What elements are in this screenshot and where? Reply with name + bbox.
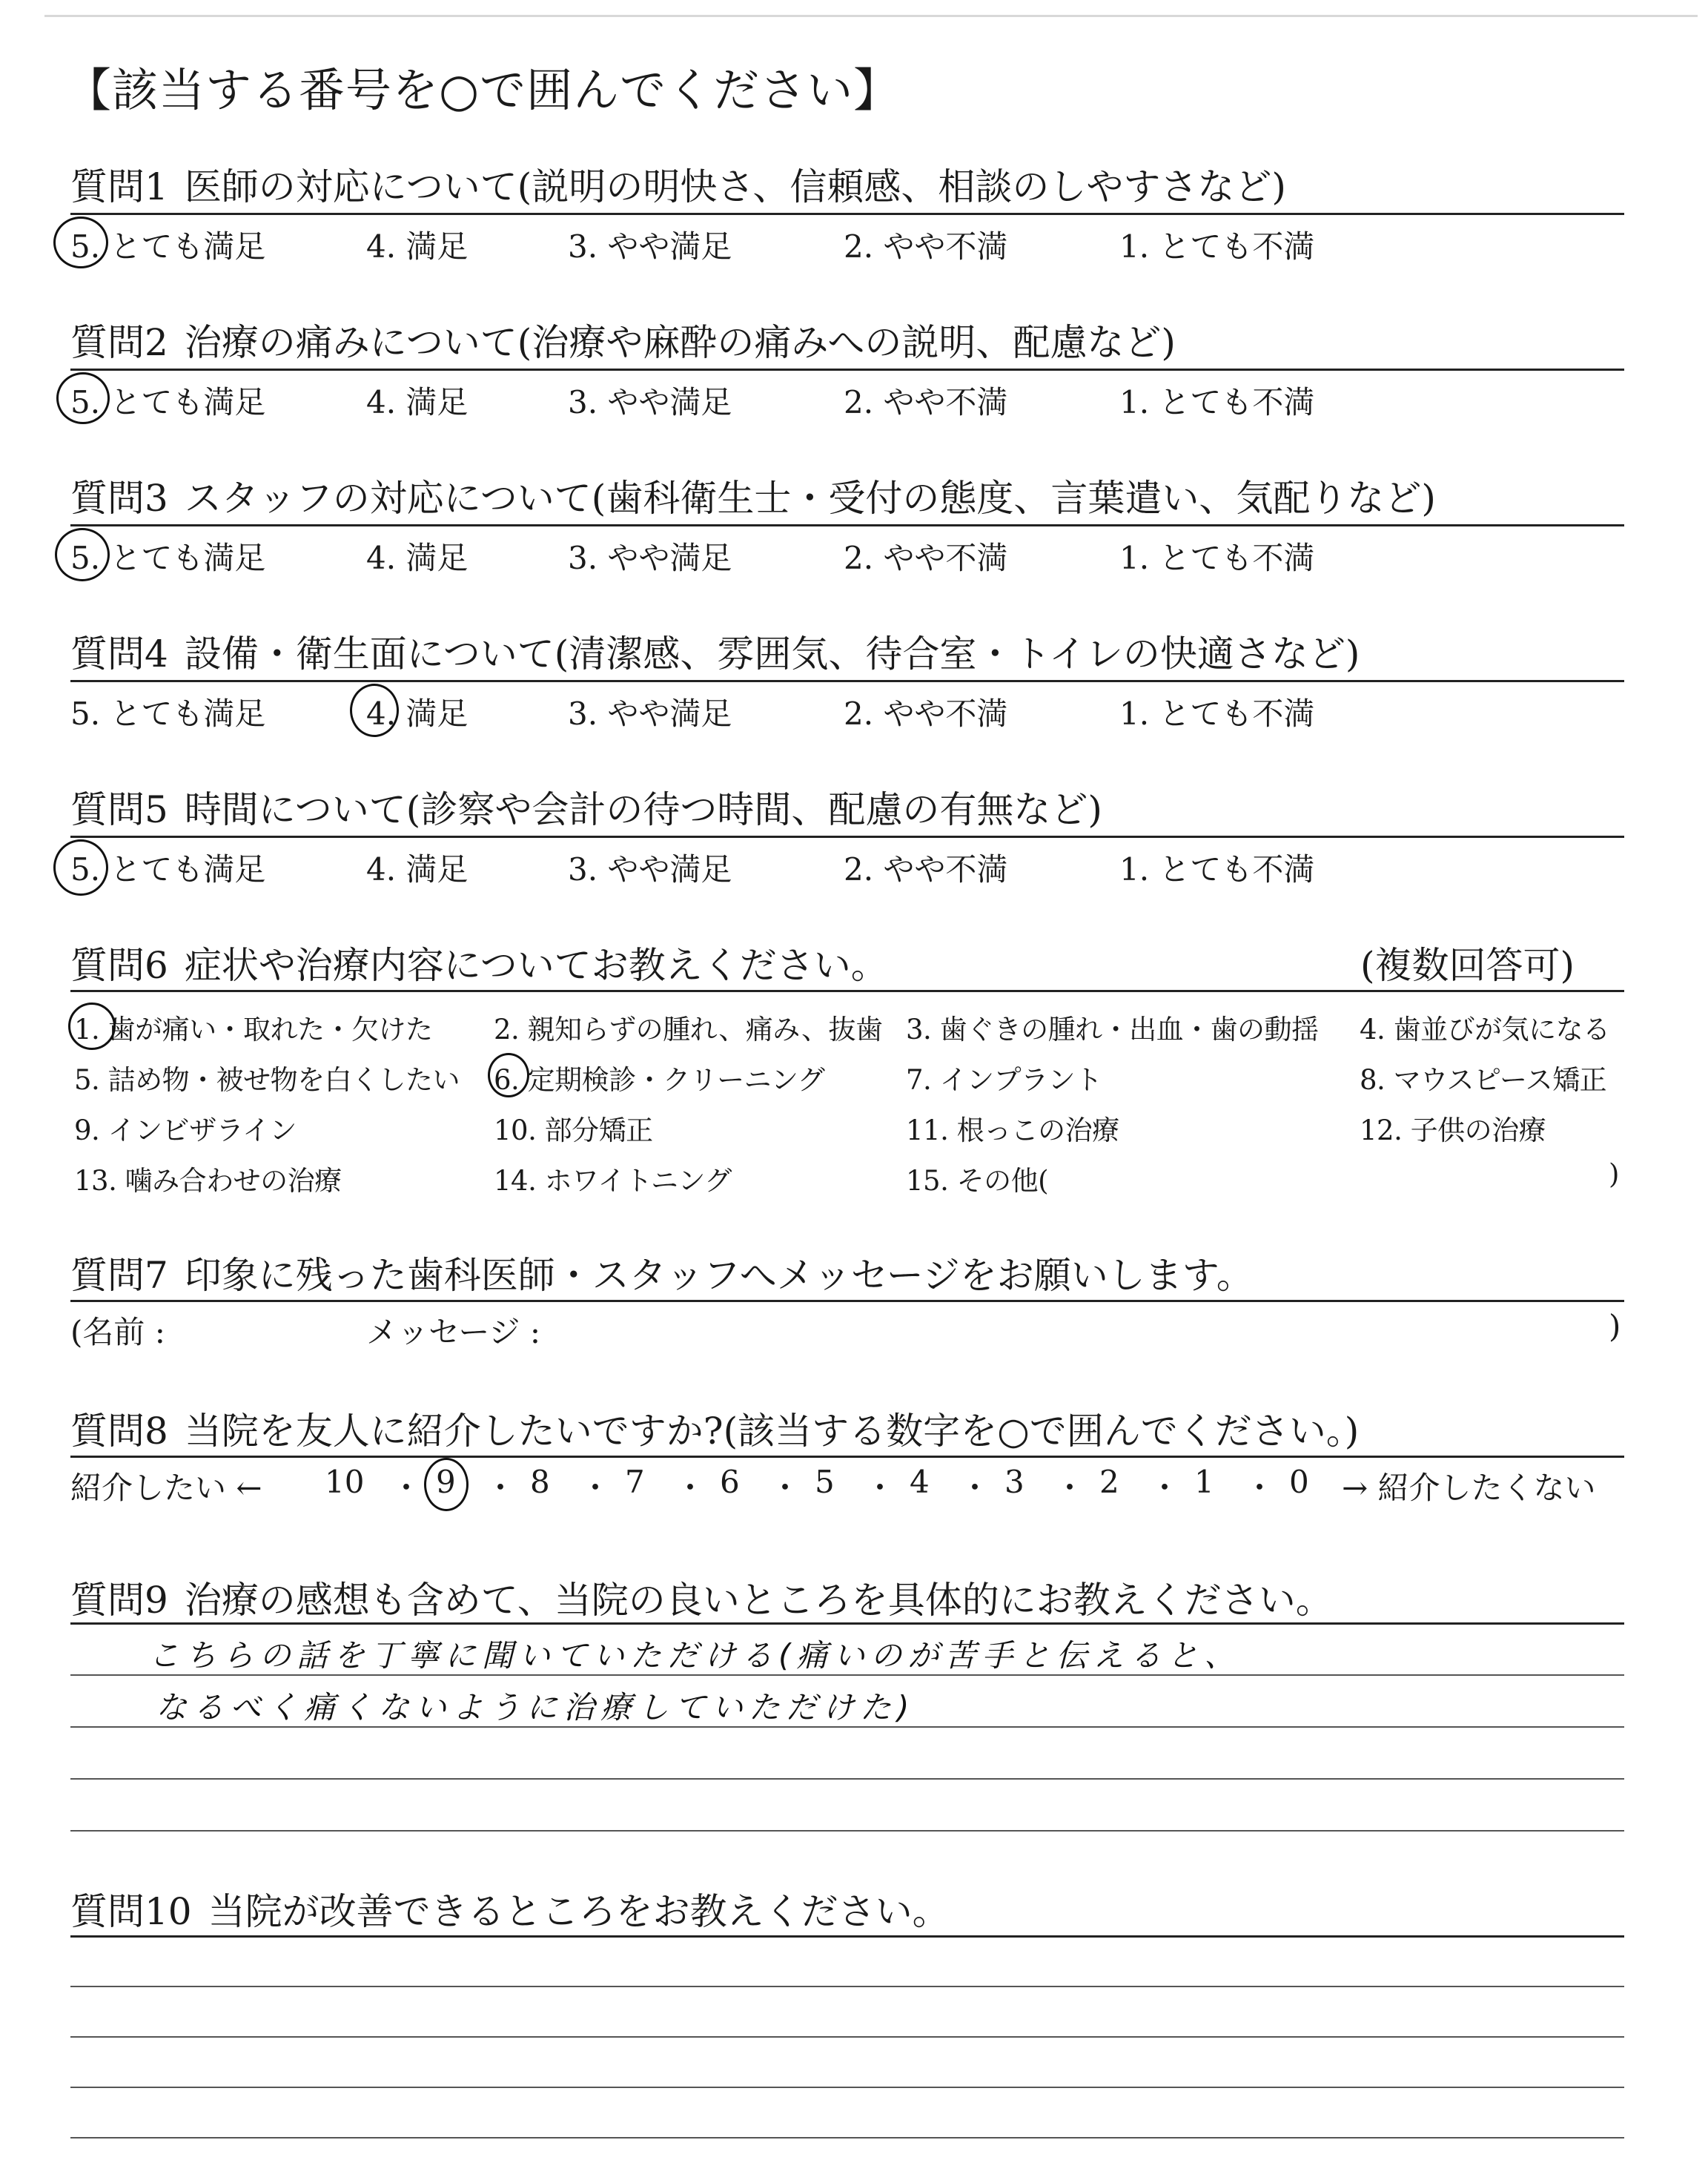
- q6-option-12[interactable]: 12. 子供の治療: [1360, 1114, 1546, 1146]
- q8-scale-10[interactable]: 10: [325, 1464, 365, 1500]
- question-7: [70, 1246, 1254, 1299]
- q1-option-3[interactable]: 3. やや満足: [568, 228, 732, 265]
- q1-selection-circle: [53, 217, 108, 268]
- q3-option-4[interactable]: 4. 満足: [366, 540, 469, 576]
- q8-separator: ・: [1244, 1470, 1276, 1506]
- question-text: 設備・衛生面について(清潔感、雰囲気、待合室・トイレの快適さなど): [184, 633, 1360, 676]
- q3-selection-circle: [55, 528, 110, 581]
- q6-option-9[interactable]: 9. インビザライン: [74, 1114, 297, 1146]
- q3-option-3[interactable]: 3. やや満足: [568, 540, 732, 576]
- answer-line: [70, 1986, 1624, 1987]
- question-2: [70, 313, 1176, 366]
- question-number: 質問8: [70, 1410, 168, 1453]
- q8-scale-3[interactable]: 3: [1004, 1464, 1025, 1500]
- question-10: [70, 1882, 950, 1935]
- q2-option-4[interactable]: 4. 満足: [366, 384, 469, 420]
- q5-option-2[interactable]: 2. やや不満: [844, 851, 1008, 888]
- question-number: 質問4: [70, 633, 168, 676]
- q4-option-4[interactable]: 4. 満足: [366, 696, 469, 732]
- answer-line: [70, 1830, 1624, 1832]
- question-number: 質問2: [70, 321, 168, 364]
- q5-option-4[interactable]: 4. 満足: [366, 851, 469, 888]
- answer-line: [70, 2087, 1624, 2088]
- q8-scale-0[interactable]: 0: [1289, 1464, 1309, 1500]
- q5-option-3[interactable]: 3. やや満足: [568, 851, 732, 888]
- q8-scale-9[interactable]: 9: [436, 1464, 456, 1500]
- q4-option-2[interactable]: 2. やや不満: [844, 696, 1008, 732]
- q6-option-3[interactable]: 3. 歯ぐきの腫れ・出血・歯の動揺: [906, 1014, 1319, 1046]
- q5-option-1[interactable]: 1. とても不満: [1119, 851, 1315, 888]
- q4-option-3[interactable]: 3. やや満足: [568, 696, 732, 732]
- q6-other-close-paren: ): [1609, 1158, 1619, 1190]
- q3-option-5[interactable]: 5. とても満足: [70, 540, 266, 576]
- q8-left-label: 紹介したい ←: [70, 1470, 262, 1506]
- q6-option-15[interactable]: 15. その他(: [906, 1165, 1049, 1197]
- q9-handwritten-answer-line-1: こちらの話を丁寧に聞いていただける(痛いのが苦手と伝えると、: [148, 1637, 1242, 1674]
- q7-name-label: (名前 :: [70, 1314, 165, 1350]
- q8-separator: ・: [1149, 1470, 1181, 1506]
- q2-option-1[interactable]: 1. とても不満: [1119, 384, 1315, 420]
- q3-option-2[interactable]: 2. やや不満: [844, 540, 1008, 576]
- q8-separator: ・: [675, 1470, 706, 1506]
- q8-separator: ・: [485, 1470, 517, 1506]
- question-5: [70, 780, 1102, 833]
- q2-option-5[interactable]: 5. とても満足: [70, 384, 266, 420]
- question-number: 質問7: [70, 1254, 168, 1297]
- q8-separator: ・: [864, 1470, 896, 1506]
- q4-option-1[interactable]: 1. とても不満: [1119, 696, 1315, 732]
- q8-separator: ・: [769, 1470, 801, 1506]
- q3-option-1[interactable]: 1. とても不満: [1119, 540, 1315, 576]
- question-3-rule: [70, 524, 1624, 526]
- question-number: 質問5: [70, 788, 168, 831]
- q9-handwritten-answer-line-2: なるべく痛くないように治療していただけた): [156, 1689, 916, 1725]
- question-text: 治療の感想も含めて、当院の良いところを具体的にお教えください。: [184, 1579, 1333, 1622]
- question-7-rule: [70, 1300, 1624, 1302]
- question-6: [70, 936, 888, 989]
- q6-option-10[interactable]: 10. 部分矯正: [494, 1114, 653, 1146]
- question-4: [70, 624, 1360, 678]
- question-1-rule: [70, 213, 1624, 215]
- q7-close-paren: ): [1609, 1308, 1621, 1344]
- q6-option-13[interactable]: 13. 噛み合わせの治療: [74, 1165, 342, 1197]
- q8-scale-6[interactable]: 6: [720, 1464, 740, 1500]
- question-9-rule: [70, 1622, 1624, 1625]
- q8-scale-7[interactable]: 7: [625, 1464, 645, 1500]
- q6-option-8[interactable]: 8. マウスピース矯正: [1360, 1064, 1607, 1096]
- q8-separator: ・: [391, 1470, 423, 1506]
- q1-option-1[interactable]: 1. とても不満: [1119, 228, 1315, 265]
- q8-right-label: → 紹介したくない: [1342, 1470, 1596, 1506]
- answer-line: [70, 2137, 1624, 2138]
- q2-option-2[interactable]: 2. やや不満: [844, 384, 1008, 420]
- question-number: 質問1: [70, 165, 168, 208]
- q6-option-4[interactable]: 4. 歯並びが気になる: [1360, 1014, 1610, 1046]
- answer-line: [70, 2036, 1624, 2038]
- question-text: 治療の痛みについて(治療や麻酔の痛みへの説明、配慮など): [184, 321, 1176, 364]
- q8-scale-5[interactable]: 5: [815, 1464, 835, 1500]
- question-text: 当院が改善できるところをお教えください。: [208, 1890, 950, 1933]
- q2-option-3[interactable]: 3. やや満足: [568, 384, 732, 420]
- question-6-note: (複数回答可): [1360, 944, 1575, 987]
- q5-option-5[interactable]: 5. とても満足: [70, 851, 266, 888]
- q8-scale-8[interactable]: 8: [530, 1464, 550, 1500]
- question-9: [70, 1571, 1333, 1624]
- question-1: [70, 157, 1286, 211]
- question-number: 質問3: [70, 477, 168, 520]
- question-text: 医師の対応について(説明の明快さ、信頼感、相談のしやすさなど): [184, 165, 1286, 208]
- q8-separator: ・: [580, 1470, 612, 1506]
- question-number: 質問6: [70, 944, 168, 987]
- question-text: 印象に残った歯科医師・スタッフへメッセージをお願いします。: [184, 1254, 1254, 1297]
- question-4-rule: [70, 680, 1624, 682]
- q6-selection-circle-6: [488, 1053, 529, 1097]
- scan-top-edge: [44, 15, 1698, 17]
- q6-option-7[interactable]: 7. インプラント: [906, 1064, 1102, 1096]
- q6-option-1[interactable]: 1. 歯が痛い・取れた・欠けた: [74, 1014, 433, 1046]
- q4-option-5[interactable]: 5. とても満足: [70, 696, 266, 732]
- q5-selection-circle: [53, 839, 108, 896]
- question-text: 当院を友人に紹介したいですか?(該当する数字を○で囲んでください。): [184, 1410, 1360, 1453]
- q2-selection-circle: [56, 372, 110, 424]
- question-5-rule: [70, 836, 1624, 838]
- question-2-rule: [70, 369, 1624, 371]
- q1-option-5[interactable]: 5. とても満足: [70, 228, 266, 265]
- q6-option-11[interactable]: 11. 根っこの治療: [906, 1114, 1119, 1146]
- q1-option-4[interactable]: 4. 満足: [366, 228, 469, 265]
- question-8: [70, 1401, 1359, 1455]
- q8-selection-circle: [424, 1458, 469, 1511]
- q6-option-14[interactable]: 14. ホワイトニング: [494, 1165, 732, 1197]
- question-number: 質問9: [70, 1579, 168, 1622]
- question-text: 時間について(診察や会計の待つ時間、配慮の有無など): [184, 788, 1102, 831]
- answer-line: [70, 1778, 1624, 1780]
- q6-selection-circle-1: [68, 1003, 116, 1050]
- question-text: 症状や治療内容についてお教えください。: [184, 944, 888, 987]
- question-10-rule: [70, 1935, 1624, 1938]
- q1-option-2[interactable]: 2. やや不満: [844, 228, 1008, 265]
- q6-option-2[interactable]: 2. 親知らずの腫れ、痛み、抜歯: [494, 1014, 883, 1046]
- q8-scale-4[interactable]: 4: [910, 1464, 930, 1500]
- question-8-rule: [70, 1456, 1624, 1458]
- q7-message-label: メッセージ :: [366, 1314, 540, 1350]
- question-number: 質問10: [70, 1890, 192, 1933]
- q8-separator: ・: [1054, 1470, 1086, 1506]
- question-6-rule: [70, 990, 1624, 992]
- q4-selection-circle: [350, 684, 399, 737]
- question-text: スタッフの対応について(歯科衛生士・受付の態度、言葉遣い、気配りなど): [184, 477, 1436, 520]
- question-3: [70, 469, 1436, 522]
- q8-scale-2[interactable]: 2: [1099, 1464, 1119, 1500]
- q6-option-5[interactable]: 5. 詰め物・被せ物を白くしたい: [74, 1064, 460, 1096]
- page-heading: 【該当する番号を○で囲んでください】: [65, 63, 901, 117]
- q8-separator: ・: [959, 1470, 991, 1506]
- q6-option-6[interactable]: 6. 定期検診・クリーニング: [494, 1064, 825, 1096]
- q8-scale-1[interactable]: 1: [1194, 1464, 1214, 1500]
